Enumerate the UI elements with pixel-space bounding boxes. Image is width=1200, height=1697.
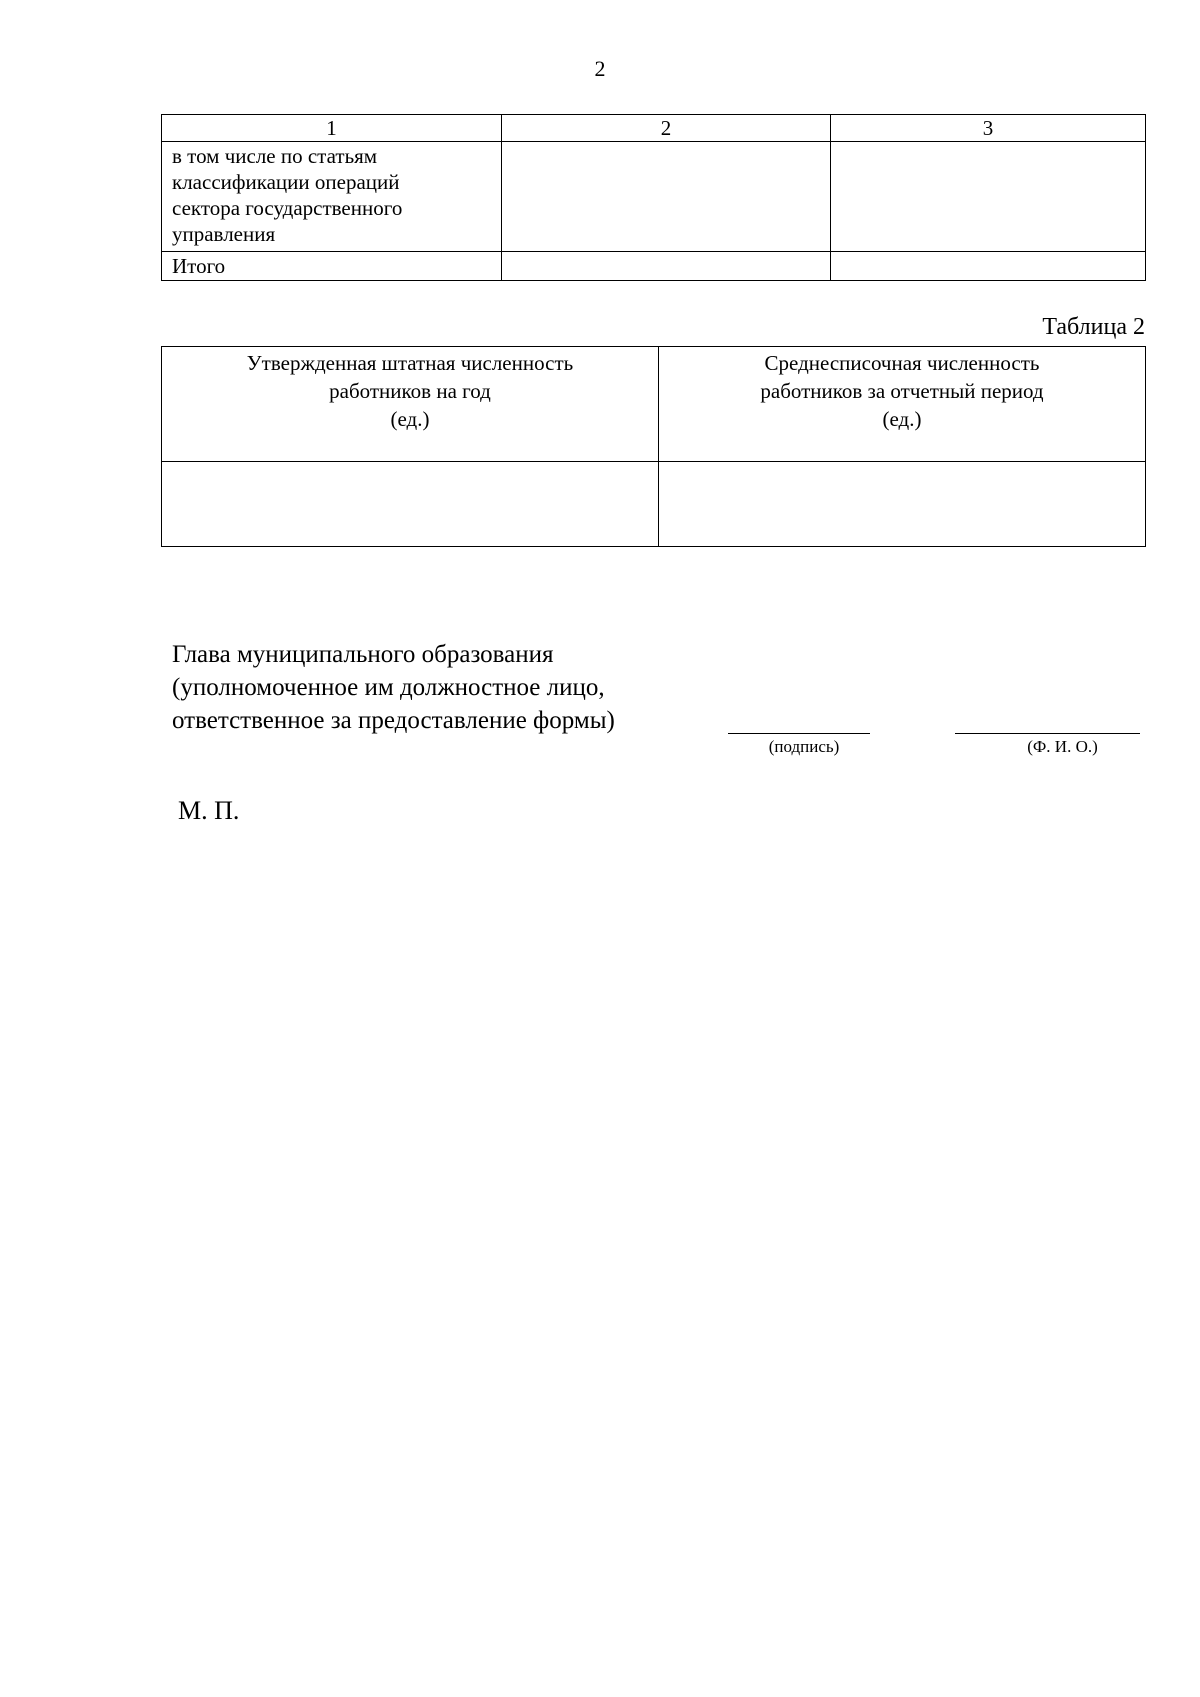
average-staff-value — [659, 462, 1146, 547]
average-staff-header-line: Среднесписочная численность — [764, 351, 1040, 375]
signature-line — [728, 733, 870, 734]
table-row — [162, 142, 1146, 252]
expenses-table-header-cell: 3 — [831, 115, 1146, 142]
expenses-table-header-cell: 1 — [162, 115, 502, 142]
expenses-table-header-row — [162, 115, 1146, 142]
stamp-label: М. П. — [178, 796, 240, 825]
page-number: 2 — [594, 56, 606, 81]
signatory-title — [172, 638, 615, 737]
average-staff-header-line: работников за отчетный период — [760, 379, 1044, 403]
approved-staff-header-line: (ед.) — [390, 407, 430, 431]
approved-staff-header-line: Утвержденная штатная численность — [246, 351, 574, 375]
signatory-title-line: Глава муниципального образования — [172, 641, 554, 668]
signatory-title-line: (уполномоченное им должностное лицо, — [172, 674, 605, 701]
signatory-title-line: ответственное за предоставление формы) — [172, 707, 615, 734]
staff-table — [161, 346, 1146, 547]
expenses-value-cell — [502, 142, 831, 252]
approved-staff-header-line: работников на год — [329, 379, 491, 403]
total-value-cell — [502, 252, 831, 281]
table-row — [162, 462, 1146, 547]
average-staff-header — [659, 347, 1146, 462]
approved-staff-value — [162, 462, 659, 547]
table2-label: Таблица 2 — [1042, 314, 1145, 340]
expenses-table — [161, 114, 1146, 281]
name-caption: (Ф. И. О.) — [1027, 737, 1098, 756]
approved-staff-header — [162, 347, 659, 462]
signature-caption: (подпись) — [768, 737, 840, 756]
table-row — [162, 252, 1146, 281]
total-value-cell — [831, 252, 1146, 281]
expenses-row-label-line: управления — [172, 222, 276, 246]
expenses-value-cell — [831, 142, 1146, 252]
total-row-label: Итого — [162, 252, 502, 281]
staff-table-header-row — [162, 347, 1146, 462]
expenses-row-label-line: в том числе по статьям — [172, 144, 378, 168]
average-staff-header-line: (ед.) — [882, 407, 922, 431]
expenses-row-label-line: сектора государственного — [172, 196, 403, 220]
expenses-row-label — [162, 142, 502, 252]
expenses-table-header-cell: 2 — [502, 115, 831, 142]
expenses-row-label-line: классификации операций — [172, 170, 400, 194]
name-line — [955, 733, 1140, 734]
